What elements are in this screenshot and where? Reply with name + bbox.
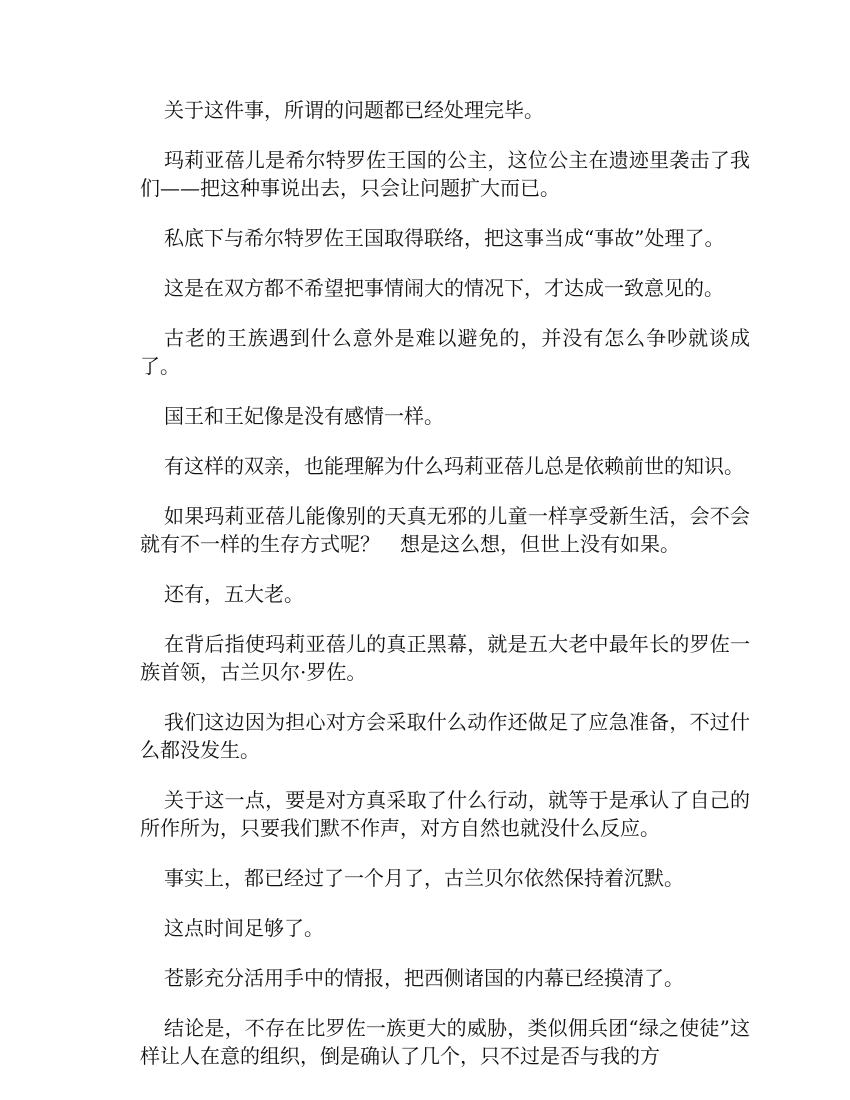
paragraph: 有这样的双亲，也能理解为什么玛莉亚蓓儿总是依赖前世的知识。 bbox=[164, 454, 744, 478]
paragraph: 古老的王族遇到什么意外是难以避免的，并没有怎么争吵就谈成了。 bbox=[140, 326, 750, 378]
paragraph: 关于这件事，所谓的问题都已经处理完毕。 bbox=[164, 98, 544, 122]
body-text bbox=[140, 96, 750, 1092]
paragraph: 苍影充分活用手中的情报，把西侧诸国的内幕已经摸清了。 bbox=[164, 966, 684, 990]
paragraph: 还有，五大老。 bbox=[164, 582, 304, 606]
paragraph: 我们这边因为担心对方会采取什么动作还做足了应急准备，不过什么都没发生。 bbox=[140, 710, 750, 762]
paragraph: 在背后指使玛莉亚蓓儿的真正黑幕，就是五大老中最年长的罗佐一族首领，古兰贝尔·罗佐。 bbox=[140, 632, 750, 684]
paragraph: 这是在双方都不希望把事情闹大的情况下，才达成一致意见的。 bbox=[164, 276, 724, 300]
paragraph: 玛莉亚蓓儿是希尔特罗佐王国的公主，这位公主在遗迹里袭击了我们——把这种事说出去，只会让问题扩大而已。 bbox=[140, 148, 750, 200]
paragraph: 结论是，不存在比罗佐一族更大的威胁，类似佣兵团“绿之使徒”这样让人在意的组织，倒是确认了几个，只不过是否与我的方 bbox=[140, 1016, 750, 1068]
paragraph: 这点时间足够了。 bbox=[164, 916, 324, 940]
paragraph: 事实上，都已经过了一个月了，古兰贝尔依然保持着沉默。 bbox=[164, 866, 684, 890]
paragraph: 国王和王妃像是没有感情一样。 bbox=[164, 404, 444, 428]
paragraph: 如果玛莉亚蓓儿能像别的天真无邪的儿童一样享受新生活，会不会就有不一样的生存方式呢？ 想是这么想，但世上没有如果。 bbox=[140, 504, 750, 556]
paragraph: 关于这一点，要是对方真采取了什么行动，就等于是承认了自己的所作所为，只要我们默不作声，对方自然也就没什么反应。 bbox=[140, 788, 750, 840]
paragraph: 私底下与希尔特罗佐王国取得联络，把这事当成“事故”处理了。 bbox=[164, 226, 725, 250]
